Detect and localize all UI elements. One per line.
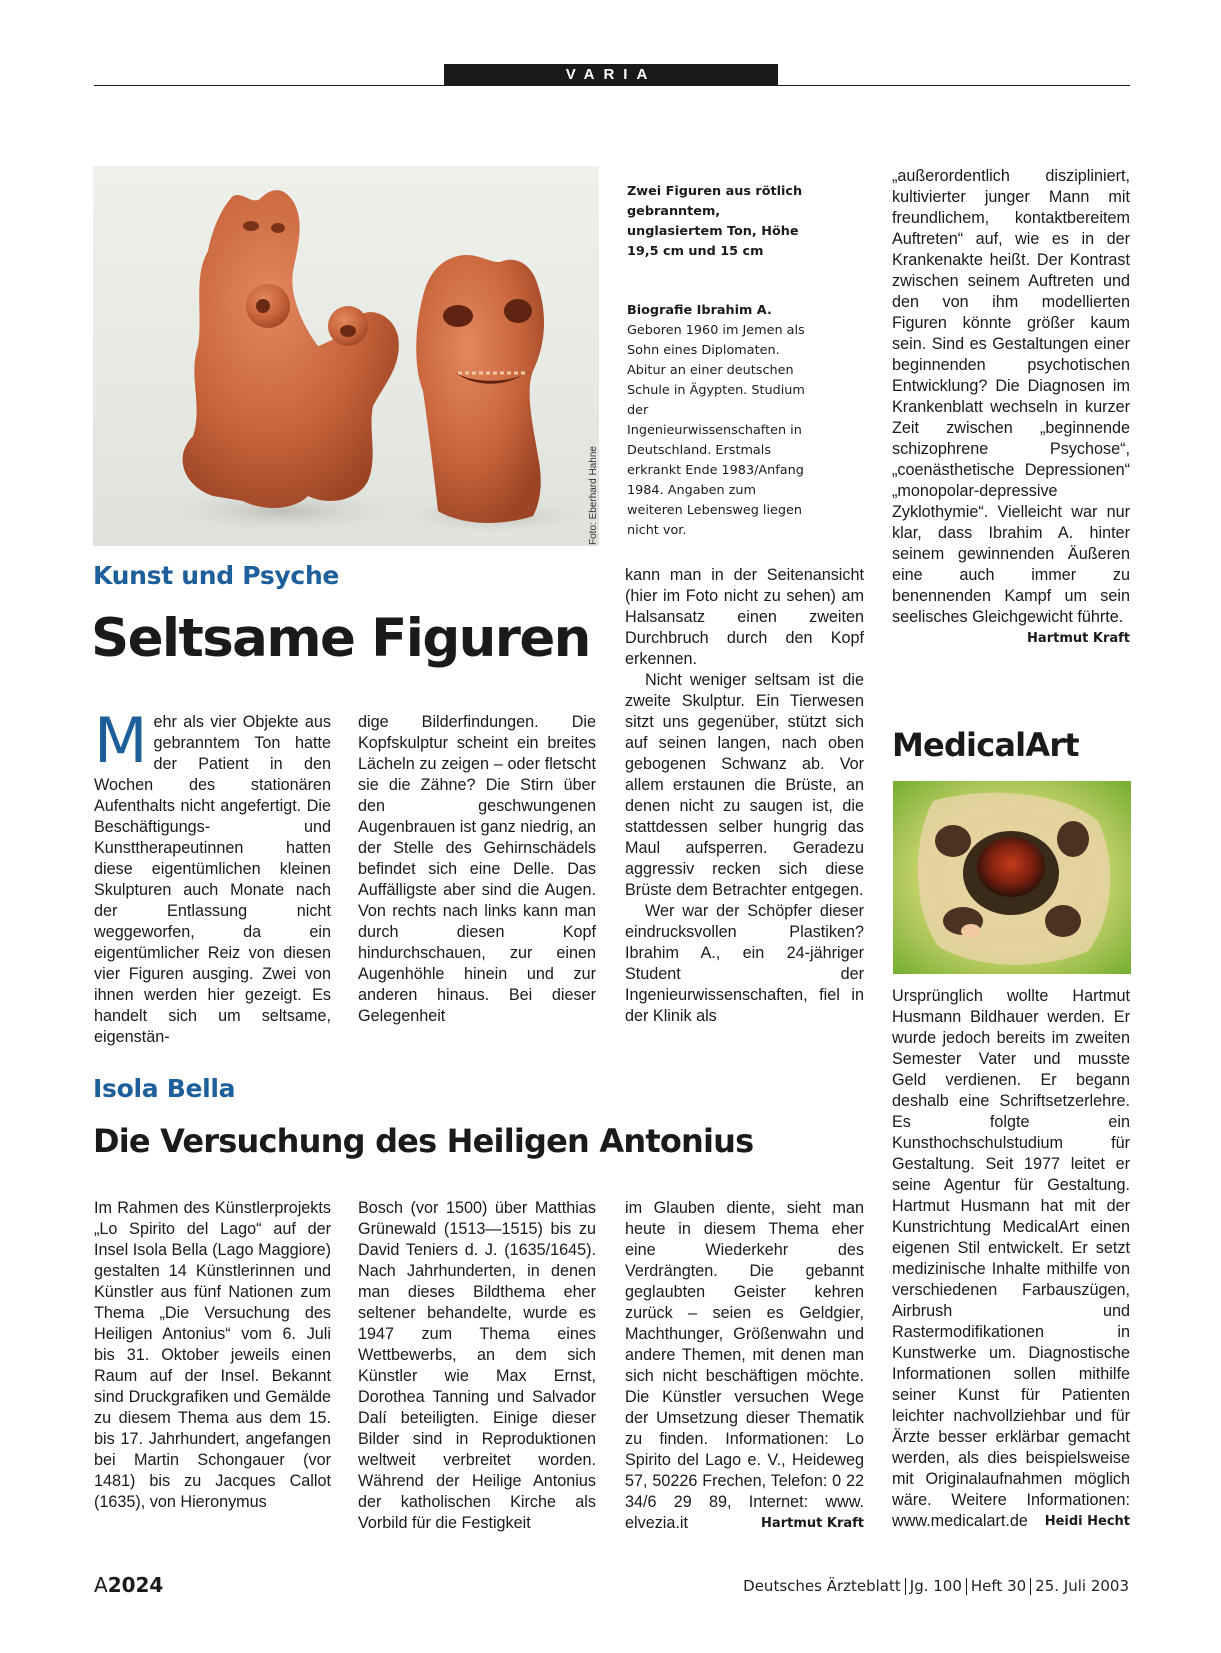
medicalart-illustration: [893, 781, 1131, 974]
biography-box: [627, 301, 807, 541]
page-value: 2024: [107, 1573, 164, 1597]
article2-column-1: [94, 1198, 331, 1513]
journal-volume: Jg. 100: [909, 1577, 962, 1595]
article3-headline: MedicalArt: [892, 726, 1079, 764]
article1-column-4: [892, 166, 1130, 649]
article1-column-3: [625, 565, 864, 1027]
journal-name: Deutsches Ärzteblatt: [743, 1577, 901, 1595]
photo-caption: [627, 182, 817, 262]
journal-date: 25. Juli 2003: [1035, 1577, 1129, 1595]
caption-title: Zwei Figuren aus rötlich gebranntem, unglasiertem Ton, Höhe 19,5 cm und 15 cm: [627, 184, 803, 259]
clay-figures-photo: [93, 166, 599, 546]
article2-author: Hartmut Kraft: [761, 1516, 864, 1531]
article1-col1-text: ehr als vier Objekte aus gebranntem Ton hatte der Patient in den Wochen des stationären Aufenthalts nicht angefertigt. Die Beschäftigungs- und Kunsttherapeutinnen hatten diese eigentümlichen kleinen Skulpturen auch Monate nach der Entlassung nicht weggeworfen, da ein eigentümlicher Reiz von diesen vier Figuren ausging. Zwei von ihnen werden hier gezeigt. Es handelt sich um seltsame, eigenstän-: [94, 713, 331, 1046]
page-prefix: A: [94, 1573, 108, 1597]
article3-body: Ursprünglich wollte Hartmut Husmann Bildhauer werden. Er wurde jedoch bereits im zweiten Semester Vater und musste Geld verdienen. Er begann deshalb eine Schriftsetzerlehre. Es folgte ein Kunsthochschulstudium für Gestaltung. Seit 1977 leitet er seine Agentur für Gestaltung. Hartmut Husmann hat mit der Kunstrichtung MedicalArt einen eigenen Stil entwickelt. Er setzt medizinische Inhalte mithilfe von verschiedenen Farbauszügen, Airbrush und Rastermodifikationen in Kunstwerke um. Diagnostische Informationen sollen mithilfe seiner Kunst für Patienten leichter nachvollziehbar und für Ärzte besser erklärbar gemacht werden, als dies beispielsweise mit Originalaufnahmen möglich wäre. Weitere Informationen: www.medicalart.de: [892, 987, 1130, 1530]
page-number: [94, 1573, 163, 1597]
article3-column: [892, 986, 1130, 1532]
photo-credit: Foto: Eberhard Hahne: [588, 446, 599, 545]
journal-issue: Heft 30: [970, 1577, 1027, 1595]
article1-col4-text: „außerordentlich diszipliniert, kultivierter junger Mann mit freundlichem, kontaktbereitem Auftreten“ auf, wie es in der Krankenakte heißt. Der Kontrast zwischen seinem Auftreten und den von ihm modellierten Figuren könnte größer kaum sein. Sind es Gestaltungen einer beginnenden psychotischen Entwicklung? Die Diagnosen im Krankenblatt wechseln in kurzer Zeit zwischen „beginnende schizophrene Psychose“, „coenästhetische Depressionen“ „monopolar-depressive Zyklothymie“. Vielleicht war nur klar, dass Ibrahim A. hinter seinem gewinnenden Äußeren eine auch immer zu benennenden Kampf um sein seelisches Gleichgewicht führte.: [892, 167, 1130, 626]
article1-col3-p1: kann man in der Seitenansicht (hier im Foto nicht zu sehen) am Halsansatz einen zweiten Durchbruch durch den Kopf erkennen.: [625, 566, 864, 668]
clay-figures-illustration: [93, 166, 599, 546]
article2-column-2: [358, 1198, 596, 1534]
footer-separator: [1030, 1578, 1031, 1595]
article1-col2-text: dige Bilderfindungen. Die Kopfskulptur scheint ein breites Lächeln zu zeigen – oder fletscht sie die Zähne? Die Stirn über den geschwungenen Augenbrauen ist ganz niedrig, an der Stelle des Gehirnschädels befindet sich eine Delle. Das Auffälligste aber sind die Augen. Von rechts nach links kann man durch diesen Kopf hindurchschauen, zur einen Augenhöhle hinein und zur anderen hinaus. Bei dieser Gelegenheit: [358, 713, 596, 1025]
article1-column-1: [94, 704, 331, 1048]
article1-col3-p2: Nicht weniger seltsam ist die zweite Skulptur. Ein Tierwesen sitzt uns gegenüber, stützt sich auf seinen langen, nach oben gebogenen Schwanz ab. Vor allem erstaunen die Brüste, an denen nicht zu saugen ist, die stattdessen selber hungrig das Maul aufsperren. Geradezu aggressiv recken sich diese Brüste dem Betrachter entgegen.: [625, 671, 864, 899]
article1-headline: Seltsame Figuren: [91, 608, 590, 669]
top-rule: [94, 85, 1130, 86]
article2-column-3: [625, 1198, 864, 1534]
bio-title: Biografie Ibrahim A.: [627, 303, 772, 318]
bio-text: Geboren 1960 im Jemen als Sohn eines Diplomaten. Abitur an einer deutschen Schule in Ägypten. Studium der Ingenieurwissenschaften in Deutschland. Erstmals erkrankt Ende 1983/Anfang 1984. Angaben zum weiteren Lebensweg liegen nicht vor.: [627, 323, 805, 538]
article1-column-2: [358, 712, 596, 1027]
article3-author: Heidi Hecht: [1044, 1514, 1130, 1529]
article2-headline: Die Versuchung des Heiligen Antonius: [93, 1122, 754, 1160]
drop-cap: M: [94, 704, 148, 777]
footer-separator: [966, 1578, 967, 1595]
article2-col2-text: Bosch (vor 1500) über Matthias Grünewald (1513—1515) bis zu David Teniers d. J. (1635/1645). Nach Jahrhunderten, in denen man dieses Bildthema eher seltener behandelte, wurde es 1947 zum Thema eines Wettbewerbs, an dem sich Künstler wie Max Ernst, Dorothea Tanning und Salvador Dalí beteiligten. Einige dieser Bilder sind in Reproduktionen weltweit verbreitet worden. Während der Heilige Antonius der katholischen Kirche als Vorbild für die Festigkeit: [358, 1199, 596, 1532]
article1-kicker: Kunst und Psyche: [93, 561, 340, 590]
article2-kicker: Isola Bella: [93, 1074, 236, 1103]
medicalart-artwork: [893, 781, 1131, 974]
journal-footer: [743, 1577, 1129, 1595]
article1-author: Hartmut Kraft: [1027, 631, 1130, 646]
article2-col3-text: im Glauben diente, sieht man heute in diesem Thema eher eine Wiederkehr des Verdrängten. Die gebannt geglaubten Geister kehren zurück – seien es Geldgier, Machthunger, Größenwahn und andere Themen, mit denen man sich nicht beschäftigen möchte. Die Künstler versuchen Wege der Umsetzung dieser Thematik zu finden. Informationen: Lo Spirito del Lago e. V., Heideweg 57, 50226 Frechen, Telefon: 0 22 34/6 29 89, Internet: www. elvezia.it: [625, 1199, 864, 1532]
article1-col3-p3: Wer war der Schöpfer dieser eindrucksvollen Plastiken? Ibrahim A., ein 24-jähriger Student der Ingenieurwissenschaften, fiel in der Klinik als: [625, 902, 864, 1025]
section-label: VARIA: [444, 64, 778, 86]
footer-separator: [905, 1578, 906, 1595]
article2-col1-text: Im Rahmen des Künstlerprojekts „Lo Spirito del Lago“ auf der Insel Isola Bella (Lago Maggiore) gestalten 14 Künstlerinnen und Künstler aus fünf Nationen zum Thema „Die Versuchung des Heiligen Antonius“ vom 6. Juli bis 31. Oktober jeweils einen Raum auf der Insel. Bekannt sind Druckgrafiken und Gemälde zu diesem Thema aus dem 15. bis 17. Jahrhundert, angefangen bei Martin Schongauer (vor 1481) bis zu Jacques Callot (1635), von Hieronymus: [94, 1199, 331, 1511]
